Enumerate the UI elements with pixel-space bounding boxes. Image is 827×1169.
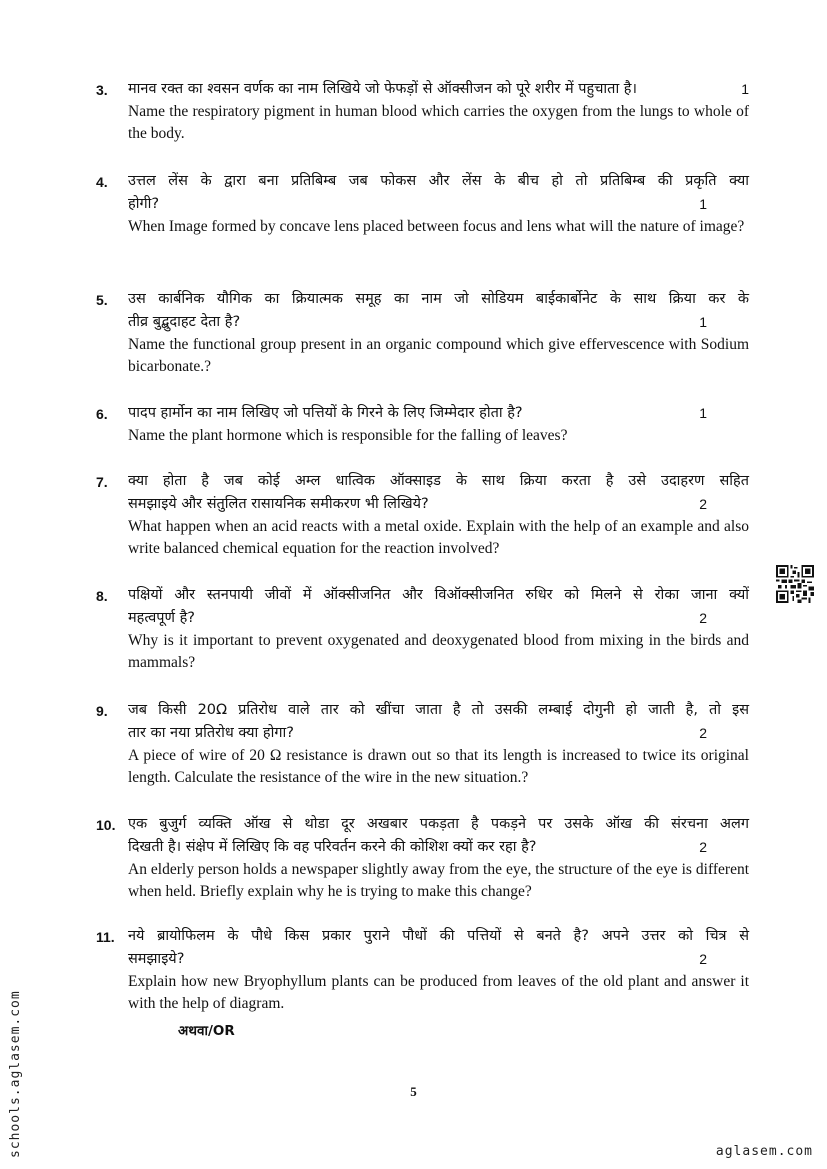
question-number: 6.	[96, 406, 108, 422]
question-hindi: पक्षियों और स्तनपायी जीवों में ऑक्सीजनित और विऑक्सीजनित रुधिर को मिलने से रोका जाना क्यों	[128, 587, 749, 603]
question-hindi-continued: होगी?	[128, 196, 160, 212]
question-hindi: जब किसी 20Ω प्रतिरोध वाले तार को खींचा जाता है तो उसकी लम्बाई दोगुनी हो जाती है, तो इस	[128, 702, 749, 718]
question-hindi-continued: समझाइये?	[128, 951, 185, 967]
question-hindi: एक बुजुर्ग व्यक्ति ऑख से थोडा दूर अखबार पकड़ता है पकड़ने पर उसके ऑख की संरचना अलग	[128, 816, 749, 832]
question-hindi-continued: समझाइये और संतुलित रासायनिक समीकरण भी लिखिये?	[128, 496, 429, 512]
question-number: 5.	[96, 292, 108, 308]
question-marks: 2	[699, 725, 707, 741]
question-hindi: पादप हार्मोन का नाम लिखिए जो पत्तियों के गिरने के लिए जिम्मेदार होता है?	[128, 405, 523, 421]
or-separator: अथवा/OR	[178, 1023, 235, 1039]
question-english: A piece of wire of 20 Ω resistance is drawn out so that its length is increased to twice its original length. Calculate the resistance of the wire in the new situation.?	[128, 747, 749, 786]
watermark-left: schools.aglasem.com	[8, 990, 23, 1158]
question-english: When Image formed by concave lens placed between focus and lens what will the nature of image?	[128, 218, 745, 235]
question-number: 3.	[96, 82, 108, 98]
question-english: Name the functional group present in an organic compound which give effervescence with Sodium bicarbonate.?	[128, 336, 749, 375]
question-marks: 1	[699, 196, 707, 212]
question-number: 4.	[96, 174, 108, 190]
question-english: What happen when an acid reacts with a metal oxide. Explain with the help of an example and also write balanced chemical equation for the reaction involved?	[128, 518, 749, 557]
question-hindi: नये ब्रायोफिलम के पौधे किस प्रकार पुराने पौधों की पत्तियों से बनते है? अपने उत्तर को चित्र से	[128, 928, 749, 944]
question-marks: 1	[699, 405, 707, 421]
question-hindi: क्या होता है जब कोई अम्ल धात्विक ऑक्साइड के साथ क्रिया करता है उसे उदाहरण सहित	[128, 473, 749, 489]
question-number: 10.	[96, 817, 116, 833]
question-hindi-continued: तीव्र बुद्बुदाहट देता है?	[128, 314, 241, 330]
question-number: 9.	[96, 703, 108, 719]
question-marks: 1	[741, 81, 749, 97]
qr-code-icon	[776, 565, 814, 603]
question-english: An elderly person holds a newspaper slightly away from the eye, the structure of the eye is different when held. Briefly explain why he is trying to make this change?	[128, 861, 749, 900]
question-hindi: मानव रक्त का श्वसन वर्णक का नाम लिखिये जो फेफड़ों से ऑक्सीजन को पूरे शरीर में पहुचाता है।	[128, 81, 638, 97]
page-number: 5	[410, 1084, 417, 1099]
question-number: 7.	[96, 474, 108, 490]
question-english: Why is it important to prevent oxygenated and deoxygenated blood from mixing in the birds and mammals?	[128, 632, 749, 671]
question-english: Name the respiratory pigment in human blood which carries the oxygen from the lungs to whole of the body.	[128, 103, 749, 142]
question-number: 11.	[96, 929, 115, 945]
question-marks: 2	[699, 610, 707, 626]
question-marks: 2	[699, 951, 707, 967]
question-english: Name the plant hormone which is responsible for the falling of leaves?	[128, 427, 568, 444]
question-hindi-continued: महत्वपूर्ण है?	[128, 610, 195, 626]
question-hindi-continued: दिखती है। संक्षेप में लिखिए कि वह परिवर्तन करने की कोशिश क्यों कर रहा है?	[128, 839, 537, 855]
question-hindi: उत्तल लेंस के द्वारा बना प्रतिबिम्ब जब फोकस और लेंस के बीच हो तो प्रतिबिम्ब की प्रकृति क्या	[128, 173, 749, 189]
watermark-right: aglasem.com	[715, 1144, 813, 1159]
question-marks: 2	[699, 496, 707, 512]
question-number: 8.	[96, 588, 108, 604]
question-hindi-continued: तार का नया प्रतिरोध क्या होगा?	[128, 725, 294, 741]
question-english: Explain how new Bryophyllum plants can be produced from leaves of the old plant and answer it with the help of diagram.	[128, 973, 749, 1012]
question-marks: 2	[699, 839, 707, 855]
question-marks: 1	[699, 314, 707, 330]
question-hindi: उस कार्बनिक यौगिक का क्रियात्मक समूह का नाम जो सोडियम बाईकार्बोनेट के साथ क्रिया कर के	[128, 291, 749, 307]
